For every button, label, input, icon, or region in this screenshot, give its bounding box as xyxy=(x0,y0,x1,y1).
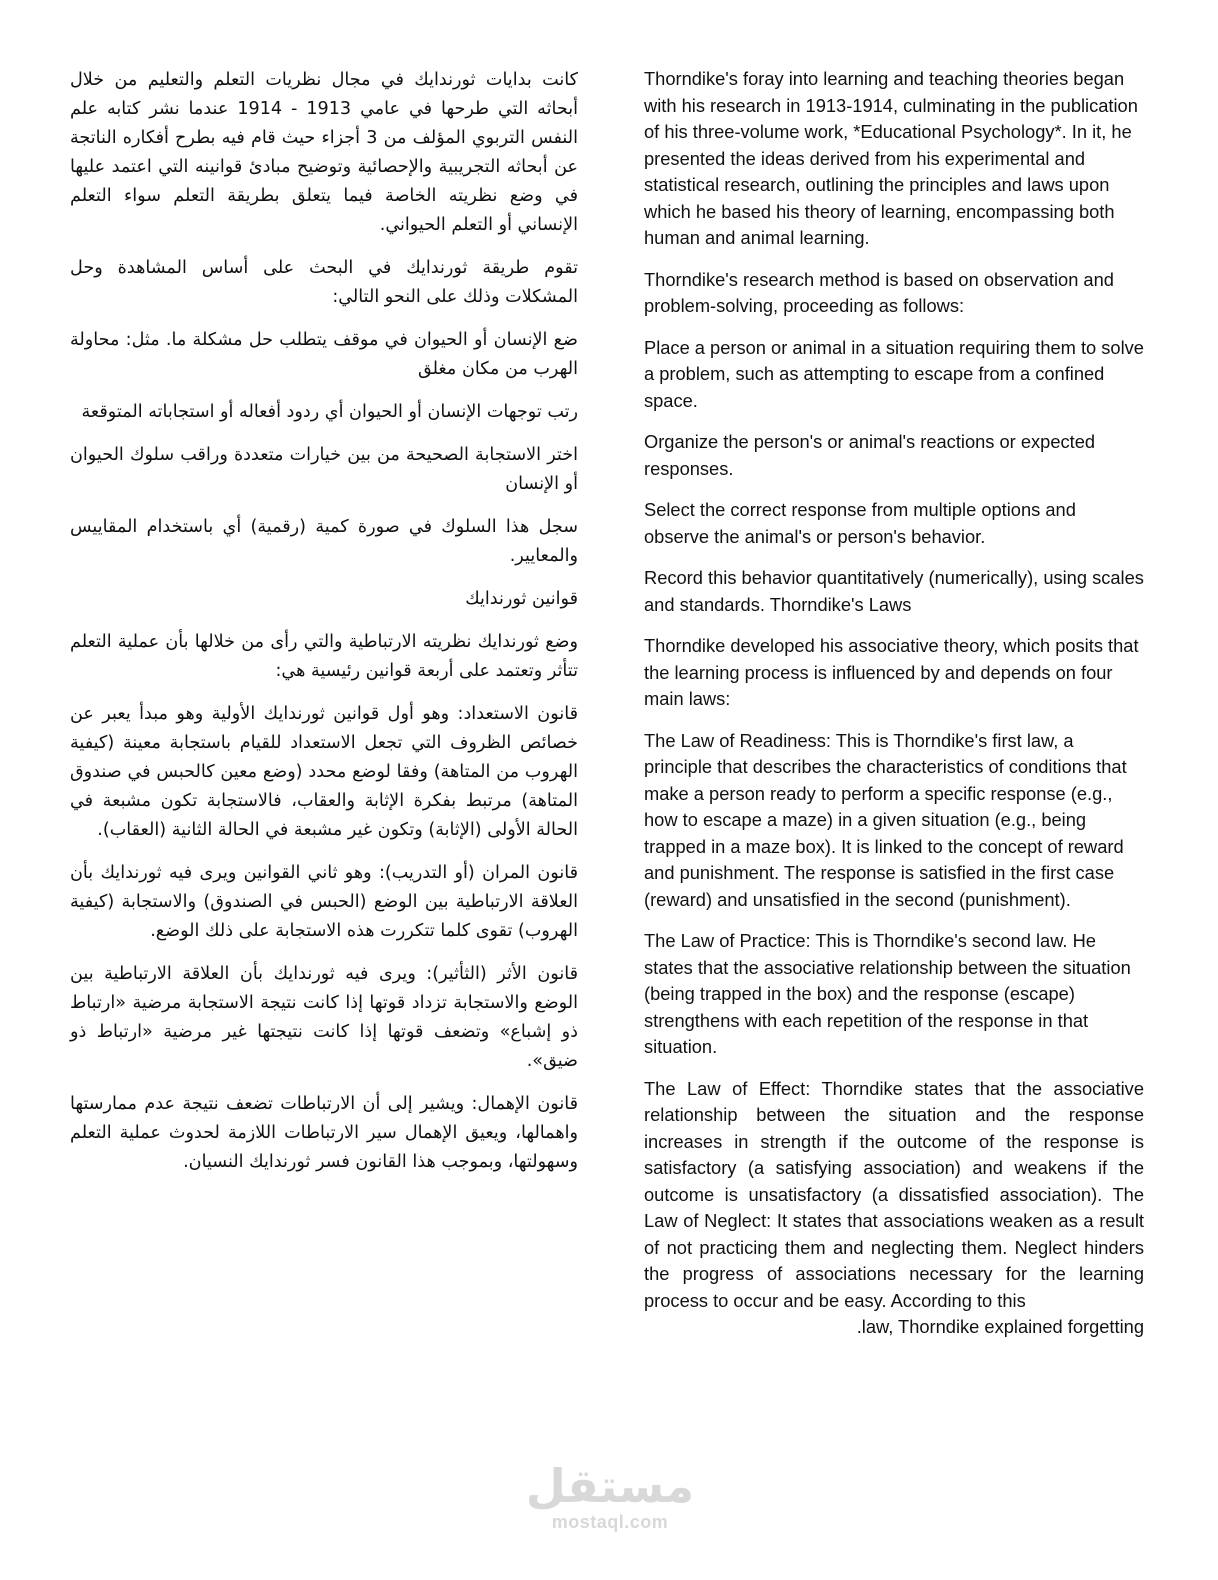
english-paragraph-step-2: Organize the person's or animal's reactions or expected responses. xyxy=(644,431,1096,479)
mostaql-domain: mostaql.com xyxy=(551,1512,669,1532)
mostaql-watermark xyxy=(520,1460,700,1532)
english-law-effect-text: The Law of Effect: Thorndike states that the associative relationship between the situation and the response increases in strength if the outcome of the response is satisfactory (a satisfying association) and weakens if the outcome is unsatisfactory (a dissatisfied association). The Law of Neglect: It states that associations weaken as a result of not practicing them and neglecting them. Neglect hinders the progress of associations necessary for the learning process to occur and be easy. According to this xyxy=(644,1077,1144,1311)
arabic-paragraph-method: تقوم طريقة ثورندايك في البحث على أساس المشاهدة وحل المشكلات وذلك على النحو التالي: xyxy=(70,258,578,307)
english-paragraph-law-practice: The Law of Practice: This is Thorndike's second law. He states that the associative relationship between the situation (being trapped in the box) and the response (escape) strengthens with each repetition of the response in that situation. xyxy=(644,930,1131,1057)
english-paragraph-step-4: Record this behavior quantitatively (numerically), using scales and standards. Thorndike's Laws xyxy=(644,567,1144,615)
arabic-heading-laws: قوانين ثورندايك xyxy=(465,589,578,609)
arabic-paragraph-law-readiness: قانون الاستعداد: وهو أول قوانين ثورندايك الأولية وهو مبدأ يعبر عن خصائص الظروف التي تجعل الاستعداد للقيام باستجابة معينة (كيفية الهروب من المتاهة) وفقا لوضع محدد (وضع معين كالحبس في صندوق المتاهة) مرتبط بفكرة الإثابة والعقاب، فالاستجابة تكون مشبعة في الحالة الأولى (الإثابة) وتكون غير مشبعة في الحالة الثانية (العقاب). xyxy=(70,704,578,840)
english-paragraph-step-1: Place a person or animal in a situation requiring them to solve a problem, such as attempting to escape from a confined space. xyxy=(644,336,1144,411)
arabic-paragraph-step-1: ضع الإنسان أو الحيوان في موقف يتطلب حل مشكلة ما. مثل: محاولة الهرب من مكان مغلق xyxy=(70,330,578,379)
arabic-paragraph-law-effect: قانون الأثر (الثأثير): ويرى فيه ثورندايك بأن العلاقة الارتباطية بين الوضع والاستجابة تزداد قوتها إذا كانت نتيجة الاستجابة مرضية «ارتباط ذو إشباع» وتضعف قوتها إذا كانت نتيجتها غير مرضية «ارتباط ذو ضيق». xyxy=(70,964,578,1071)
english-paragraph-intro: Thorndike's foray into learning and teaching theories began with his research in 1913-1914, culminating in the publication of his three-volume work, *Educational Psychology*. In it, he presented the ideas derived from his experimental and statistical research, outlining the principles and laws upon which he based his theory of learning, encompassing both human and animal learning. xyxy=(644,68,1138,248)
arabic-paragraph-law-neglect: قانون الإهمال: ويشير إلى أن الارتباطات تضعف نتيجة عدم ممارستها واهمالها، ويعيق الإهمال سير الارتباطات اللازمة لحدوث عملية التعلم وسهولتها، وبموجب هذا القانون فسر ثورندايك النسيان. xyxy=(70,1094,578,1172)
english-column xyxy=(644,66,1144,1356)
arabic-paragraph-law-practice: قانون المران (أو التدريب): وهو ثاني القوانين ويرى فيه ثورندايك بأن العلاقة الارتباطية بين الوضع (الحبس في الصندوق) والاستجابة (كيفية الهروب) تقوى كلما تتكررت هذه الاستجابة على ذلك الوضع. xyxy=(70,863,578,941)
arabic-paragraph-intro: كانت بدايات ثورندايك في مجال نظريات التعلم والتعليم من خلال أبحاثه التي طرحها في عامي 1913 - 1914 عندما نشر كتابه علم النفس التربوي المؤلف من 3 أجزاء حيث قام فيه بطرح أفكاره الناتجة عن أبحاثه التجريبية والإحصائية وتوضيح مبادئ قوانينه التي اعتمد عليها في وضع نظريته الخاصة فيما يتعلق بطريقة التعلم سواء التعلم الإنساني أو التعلم الحيواني. xyxy=(70,70,578,235)
english-paragraph-law-effect-neglect xyxy=(644,1076,1144,1341)
english-paragraph-method: Thorndike's research method is based on observation and problem-solving, proceeding as follows: xyxy=(644,268,1114,316)
arabic-paragraph-step-2: رتب توجهات الإنسان أو الحيوان أي ردود أفعاله أو استجاباته المتوقعة xyxy=(81,402,578,422)
arabic-paragraph-theory: وضع ثورندايك نظريته الارتباطية والتي رأى من خلالها بأن عملية التعلم تتأثر وتعتمد على أربعة قوانين رئيسية هي: xyxy=(70,632,578,681)
arabic-paragraph-step-4: سجل هذا السلوك في صورة كمية (رقمية) أي باستخدام المقاييس والمعايير. xyxy=(70,517,578,566)
mostaql-logo: مستقل xyxy=(525,1459,695,1513)
arabic-column xyxy=(70,66,578,1191)
english-paragraph-step-3: Select the correct response from multiple options and observe the animal's or person's behavior. xyxy=(644,499,1076,547)
english-law-neglect-tail: .law, Thorndike explained forgetting xyxy=(856,1316,1144,1337)
arabic-paragraph-step-3: اختر الاستجابة الصحيحة من بين خيارات متعددة وراقب سلوك الحيوان أو الإنسان xyxy=(70,445,578,494)
english-paragraph-theory: Thorndike developed his associative theory, which posits that the learning process is influenced by and depends on four main laws: xyxy=(644,635,1139,709)
english-paragraph-law-readiness: The Law of Readiness: This is Thorndike's first law, a principle that describes the characteristics of conditions that make a person ready to perform a specific response (e.g., how to escape a maze) in a given situation (e.g., being trapped in a maze box). It is linked to the concept of reward and punishment. The response is satisfied in the first case (reward) and unsatisfied in the second (punishment). xyxy=(644,729,1127,910)
